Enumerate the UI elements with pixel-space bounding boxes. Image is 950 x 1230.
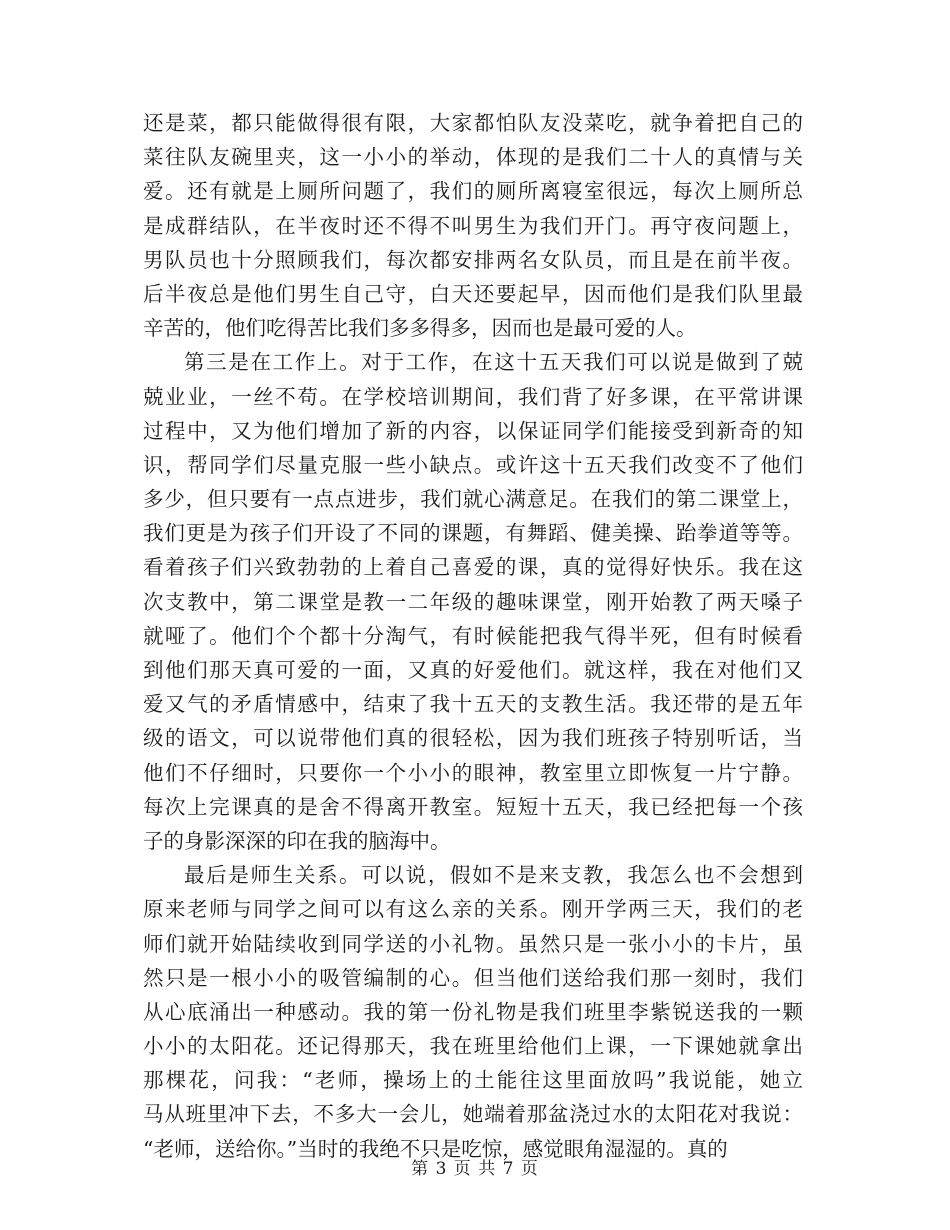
- text-line: 菜往队友碗里夹，这一小小的举动，体现的是我们二十人的真情与关: [143, 145, 803, 170]
- paragraph: [143, 345, 803, 858]
- paragraph: [143, 858, 803, 1166]
- text-line: 到他们那天真可爱的一面，又真的好爱他们。就这样，我在对他们又: [143, 658, 803, 682]
- text-line: 师们就开始陆续收到同学送的小礼物。虽然只是一张小小的卡片，虽: [143, 931, 803, 956]
- text-line: 兢业业，一丝不苟。在学校培训期间，我们背了好多课，在平常讲课: [143, 384, 803, 409]
- text-line: 看着孩子们兴致勃勃的上着自己喜爱的课，真的觉得好快乐。我在这: [143, 555, 803, 580]
- text-line: 每次上完课真的是舍不得离开教室。短短十五天，我已经把每一个孩: [143, 794, 803, 819]
- text-line: 从心底涌出一种感动。我的第一份礼物是我们班里李紫锐送我的一颗: [143, 999, 803, 1024]
- paragraph: [143, 106, 803, 345]
- text-line: 多少，但只要有一点点进步，我们就心满意足。在我们的第二课堂上，: [143, 487, 803, 512]
- text-line: 后半夜总是他们男生自己守，白天还要起早，因而他们是我们队里最: [143, 281, 803, 306]
- document-body: [143, 106, 803, 1166]
- text-line: 次支教中，第二课堂是教一二年级的趣味课堂，刚开始教了两天嗓子: [143, 589, 803, 614]
- text-line: 他们不仔细时，只要你一个小小的眼神，教室里立即恢复一片宁静。: [143, 760, 803, 785]
- text-line: 第三是在工作上。对于工作，在这十五天我们可以说是做到了兢: [184, 350, 803, 375]
- text-line: “老师，送给你。”当时的我绝不只是吃惊，感觉眼角湿湿的。真的: [143, 1136, 728, 1161]
- page-footer: 第 3 页 共 7 页: [411, 1159, 539, 1179]
- text-line: 马从班里冲下去，不多大一会儿，她端着那盆浇过水的太阳花对我说：: [143, 1102, 803, 1127]
- text-line: 子的身影深深的印在我的脑海中。: [143, 828, 451, 853]
- text-line: 爱。还有就是上厕所问题了，我们的厕所离寝室很远，每次上厕所总: [143, 179, 803, 204]
- text-line: 小小的太阳花。还记得那天，我在班里给他们上课，一下课她就拿出: [143, 1034, 803, 1059]
- text-line: 然只是一根小小的吸管编制的心。但当他们送给我们那一刻时，我们: [143, 965, 803, 990]
- text-line: 识，帮同学们尽量克服一些小缺点。或许这十五天我们改变不了他们: [143, 452, 803, 477]
- text-line: 就哑了。他们个个都十分淘气，有时候能把我气得半死，但有时候看: [143, 623, 803, 648]
- text-line: 我们更是为孩子们开设了不同的课题，有舞蹈、健美操、跆拳道等等。: [143, 521, 803, 546]
- text-line: 爱又气的矛盾情感中，结束了我十五天的支教生活。我还带的是五年: [143, 692, 803, 717]
- text-line: 原来老师与同学之间可以有这么亲的关系。刚开学两三天，我们的老: [143, 897, 803, 922]
- text-line: 级的语文，可以说带他们真的很轻松，因为我们班孩子特别听话，当: [143, 726, 803, 751]
- text-line: 男队员也十分照顾我们，每次都安排两名女队员，而且是在前半夜。: [143, 247, 803, 272]
- text-line: 是成群结队，在半夜时还不得不叫男生为我们开门。再守夜问题上，: [143, 213, 803, 238]
- text-line: 还是菜，都只能做得很有限，大家都怕队友没菜吃，就争着把自己的: [143, 111, 803, 135]
- text-line: 过程中，又为他们增加了新的内容，以保证同学们能接受到新奇的知: [143, 418, 803, 443]
- text-line: 辛苦的，他们吃得苦比我们多多得多，因而也是最可爱的人。: [143, 316, 697, 341]
- text-line: 那棵花，问我：“老师，操场上的土能往这里面放吗”我说能，她立: [143, 1068, 803, 1093]
- text-line: 最后是师生关系。可以说，假如不是来支教，我怎么也不会想到: [184, 863, 803, 888]
